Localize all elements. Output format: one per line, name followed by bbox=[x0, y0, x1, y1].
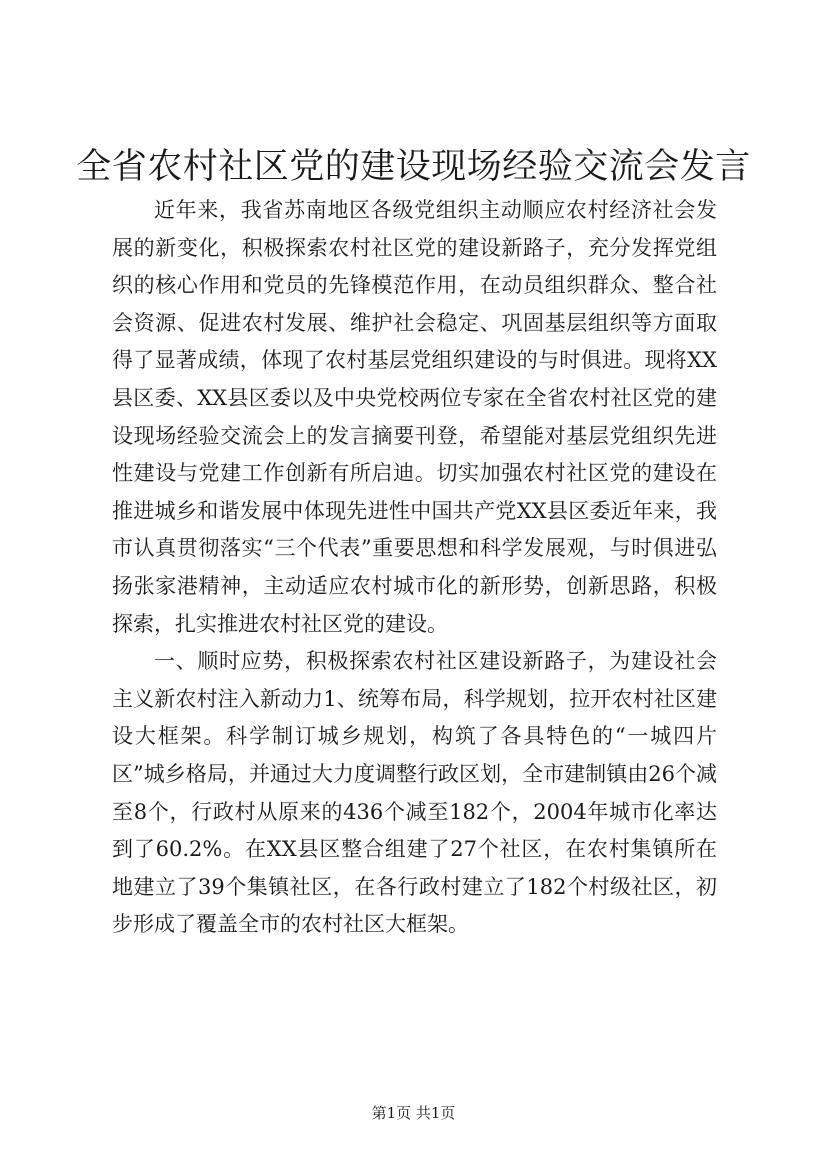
page-footer: 第1页 共1页 bbox=[371, 1104, 456, 1122]
document-body bbox=[112, 192, 717, 944]
paragraph-section-one: 一、顺时应势，积极探索农村社区建设新路子，为建设社会主义新农村注入新动力1、统筹布局，科学规划，拉开农村社区建设大框架。科学制订城乡规划，构筑了各具特色的“一城四片区”城乡格局，并通过大力度调整行政区划，全市建制镇由26个减至8个，行政村从原来的436个减至182个，2004年城市化率达到了60.2%。在XX县区整合组建了27个社区，在农村集镇所在地建立了39个集镇社区，在各行政村建立了182个村级社区，初步形成了覆盖全市的农村社区大框架。 bbox=[112, 649, 717, 937]
document-title: 全省农村社区党的建设现场经验交流会发言 bbox=[76, 147, 751, 187]
paragraph-intro: 近年来，我省苏南地区各级党组织主动顺应农村经济社会发展的新变化，积极探索农村社区党的建设新路子，充分发挥党组织的核心作用和党员的先锋模范作用，在动员组织群众、整合社会资源、促进农村发展、维护社会稳定、巩固基层组织等方面取得了显著成绩，体现了农村基层党组织建设的与时俱进。现将XX县区委、XX县区委以及中央党校两位专家在全省农村社区党的建设现场经验交流会上的发言摘要刊登，希望能对基层党组织先进性建设与党建工作创新有所启迪。切实加强农村社区党的建设在推进城乡和谐发展中体现先进性中国共产党XX县区委近年来，我市认真贯彻落实“三个代表”重要思想和科学发展观，与时俱进弘扬张家港精神，主动适应农村城市化的新形势，创新思路，积极探索，扎实推进农村社区党的建设。 bbox=[112, 198, 717, 636]
